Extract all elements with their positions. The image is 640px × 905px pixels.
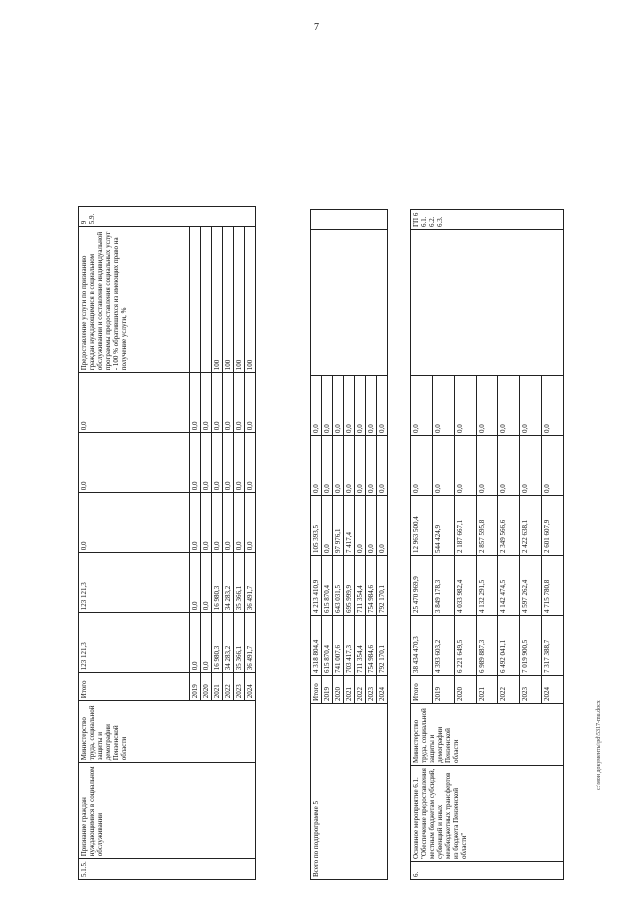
table-block-6 [410, 209, 564, 880]
cell-v5: 0,0 [223, 373, 234, 433]
cell-v1: 6 492 041,1 [498, 616, 520, 676]
cell-v1: 123 121,3 [79, 613, 190, 673]
cell-v2: 4 142 474,5 [498, 556, 520, 616]
table-row-total [311, 210, 322, 880]
cell-v5: 0,0 [245, 373, 256, 433]
cell-v4: 0,0 [234, 433, 245, 493]
ref-line: 9 [80, 220, 88, 225]
row-number: 5.1.5. [79, 859, 256, 880]
cell-target [201, 227, 212, 373]
ref-line: 6.2. [428, 216, 437, 227]
table-subprogram-total [310, 209, 388, 880]
executor: Министерство труда, социальной защиты и демографии Пензенской области [411, 704, 564, 766]
cell-year: 2023 [366, 676, 377, 704]
cell-v3: 0,0 [366, 496, 377, 556]
cell-target [190, 227, 201, 373]
cell-v3: 0,0 [190, 493, 201, 553]
cell-v5: 0,0 [234, 373, 245, 433]
cell-v4: 0,0 [366, 436, 377, 496]
cell-v2: 35 366,1 [234, 553, 245, 613]
cell-year: 2023 [520, 676, 542, 704]
cell-v1: 0,0 [190, 613, 201, 673]
cell-v2: 36 491,7 [245, 553, 256, 613]
cell-v2: 4 033 982,4 [454, 556, 476, 616]
cell-v1: 754 984,6 [366, 616, 377, 676]
cell-v4: 0,0 [322, 436, 333, 496]
cell-v5: 0,0 [333, 376, 344, 436]
row-number: 6. [411, 862, 564, 880]
cell-target: 100 [234, 227, 245, 373]
cell-v5: 0,0 [454, 376, 476, 436]
cell-v3: 2 349 566,6 [498, 496, 520, 556]
cell-v4: 0,0 [79, 433, 190, 493]
ref-line: 6.1. [420, 216, 429, 227]
executor: Министерство труда, социальной защиты и демографии Пензенской области [79, 701, 256, 763]
cell-v3: 0,0 [355, 496, 366, 556]
ref-line: 5.9. [88, 213, 97, 225]
cell-v5: 0,0 [476, 376, 498, 436]
cell-v3: 0,0 [234, 493, 245, 553]
empty-cell [311, 210, 388, 230]
cell-v5: 0,0 [201, 373, 212, 433]
cell-v5: 0,0 [432, 376, 454, 436]
measure-name: Признание граждан нуждающимися в социальном обслуживании [79, 763, 256, 859]
cell-v1: 7 317 388,7 [542, 616, 564, 676]
cell-v2: 4 213 410,9 [311, 556, 322, 616]
cell-v1: 35 366,1 [234, 613, 245, 673]
cell-v4: 0,0 [190, 433, 201, 493]
cell-year: 2023 [234, 673, 245, 701]
cell-v5: 0,0 [411, 376, 433, 436]
cell-year: 2024 [542, 676, 564, 704]
cell-target: 100 [223, 227, 234, 373]
cell-year: 2022 [355, 676, 366, 704]
cell-year: 2019 [322, 676, 333, 704]
table-row-total [411, 210, 433, 880]
cell-v4: 0,0 [201, 433, 212, 493]
cell-v1: 4 318 804,4 [311, 616, 322, 676]
cell-v2: 16 980,3 [212, 553, 223, 613]
cell-v4: 0,0 [245, 433, 256, 493]
cell-v1: 7 019 900,5 [520, 616, 542, 676]
cell-target: 100 [212, 227, 223, 373]
cell-year: 2021 [212, 673, 223, 701]
cell-v3: 0,0 [377, 496, 388, 556]
cell-v4: 0,0 [542, 436, 564, 496]
cell-v5: 0,0 [355, 376, 366, 436]
cell-v2: 0,0 [201, 553, 212, 613]
cell-v4: 0,0 [411, 436, 433, 496]
cell-v1: 6 989 887,3 [476, 616, 498, 676]
cell-v2: 754 984,6 [366, 556, 377, 616]
ref-cell [79, 207, 256, 227]
cell-v5: 0,0 [311, 376, 322, 436]
cell-year: 2019 [432, 676, 454, 704]
cell-year: 2022 [223, 673, 234, 701]
cell-v4: 0,0 [476, 436, 498, 496]
cell-v5: 0,0 [190, 373, 201, 433]
cell-v4: 0,0 [223, 433, 234, 493]
cell-year: 2024 [245, 673, 256, 701]
cell-v4: 0,0 [311, 436, 322, 496]
cell-v4: 0,0 [432, 436, 454, 496]
cell-v3: 12 963 500,4 [411, 496, 433, 556]
cell-v3: 97 976,1 [333, 496, 344, 556]
cell-v2: 3 849 178,3 [432, 556, 454, 616]
cell-v4: 0,0 [355, 436, 366, 496]
cell-year: 2021 [476, 676, 498, 704]
cell-year: 2022 [498, 676, 520, 704]
cell-v2: 4 597 262,4 [520, 556, 542, 616]
cell-year: 2020 [333, 676, 344, 704]
cell-v1: 36 491,7 [245, 613, 256, 673]
cell-v3: 105 393,5 [311, 496, 322, 556]
cell-year: 2020 [201, 673, 212, 701]
total-label: Итого [79, 673, 190, 701]
cell-v2: 792 170,1 [377, 556, 388, 616]
cell-v3: 0,0 [245, 493, 256, 553]
cell-v2: 4 132 291,5 [476, 556, 498, 616]
cell-v2: 123 121,3 [79, 553, 190, 613]
cell-v3: 0,0 [201, 493, 212, 553]
ref-line: 6.3. [436, 216, 445, 227]
table-block-5-1-5 [78, 206, 256, 880]
cell-v1: 38 434 470,3 [411, 616, 433, 676]
target-indicator: Предоставление услуги по признанию граждан нуждающимися в социальном обслуживании и составление индивидуальной программы предоставления социальных услуг - 100 % обратившихся из имеющих право на получение услуги, % [79, 227, 190, 373]
cell-v1: 711 354,4 [355, 616, 366, 676]
cell-year: 2021 [344, 676, 355, 704]
cell-v4: 0,0 [520, 436, 542, 496]
cell-v3: 0,0 [212, 493, 223, 553]
cell-v3: 544 424,9 [432, 496, 454, 556]
cell-v2: 25 470 969,9 [411, 556, 433, 616]
table-row-total [79, 207, 190, 880]
cell-v3: 0,0 [223, 493, 234, 553]
cell-v1: 792 170,1 [377, 616, 388, 676]
empty-cell [311, 230, 388, 376]
cell-v2: 615 870,4 [322, 556, 333, 616]
cell-v1: 615 870,4 [322, 616, 333, 676]
cell-year: 2019 [190, 673, 201, 701]
cell-v1: 34 283,2 [223, 613, 234, 673]
cell-v1: 16 980,3 [212, 613, 223, 673]
ref-cell [411, 210, 564, 230]
cell-v5: 0,0 [344, 376, 355, 436]
cell-target: 100 [245, 227, 256, 373]
total-label: Итого [411, 676, 433, 704]
cell-v3: 0,0 [79, 493, 190, 553]
subprogram-label: Всего по подпрограмме 5 [311, 704, 388, 880]
cell-v1: 741 007,6 [333, 616, 344, 676]
measure-name: Основное мероприятие 6.1. "Обеспечение предоставления местным бюджетам субсидий, субвенций и иных межбюджетных трансфертов из бюджета Пензенской области" [411, 766, 564, 862]
cell-v5: 0,0 [322, 376, 333, 436]
cell-v2: 643 031,5 [333, 556, 344, 616]
cell-v2: 34 283,2 [223, 553, 234, 613]
cell-v3: 2 601 607,9 [542, 496, 564, 556]
cell-year: 2024 [377, 676, 388, 704]
cell-v3: 0,0 [322, 496, 333, 556]
empty-cell [411, 230, 564, 376]
cell-v4: 0,0 [344, 436, 355, 496]
cell-v2: 695 999,9 [344, 556, 355, 616]
cell-v1: 0,0 [201, 613, 212, 673]
rotated-table-area [78, 32, 598, 880]
cell-year: 2020 [454, 676, 476, 704]
cell-v5: 0,0 [79, 373, 190, 433]
cell-v5: 0,0 [366, 376, 377, 436]
cell-v3: 2 187 667,1 [454, 496, 476, 556]
cell-v2: 711 354,4 [355, 556, 366, 616]
file-path-footer: c:\мои документы\pd\5317-mu.docx [596, 700, 602, 790]
cell-v4: 0,0 [454, 436, 476, 496]
cell-v2: 0,0 [190, 553, 201, 613]
cell-v5: 0,0 [377, 376, 388, 436]
cell-v3: 2 857 595,8 [476, 496, 498, 556]
cell-v3: 2 422 638,1 [520, 496, 542, 556]
cell-v5: 0,0 [212, 373, 223, 433]
cell-v1: 4 393 603,2 [432, 616, 454, 676]
total-label: Итого [311, 676, 322, 704]
cell-v3: 7 417,4 [344, 496, 355, 556]
cell-v4: 0,0 [498, 436, 520, 496]
ref-line: ГП 6 [412, 212, 420, 227]
cell-v5: 0,0 [542, 376, 564, 436]
cell-v2: 4 715 780,8 [542, 556, 564, 616]
cell-v1: 6 221 649,5 [454, 616, 476, 676]
cell-v5: 0,0 [520, 376, 542, 436]
page-number: 7 [314, 22, 319, 33]
cell-v1: 703 417,3 [344, 616, 355, 676]
cell-v4: 0,0 [377, 436, 388, 496]
cell-v5: 0,0 [498, 376, 520, 436]
cell-v4: 0,0 [333, 436, 344, 496]
cell-v4: 0,0 [212, 433, 223, 493]
